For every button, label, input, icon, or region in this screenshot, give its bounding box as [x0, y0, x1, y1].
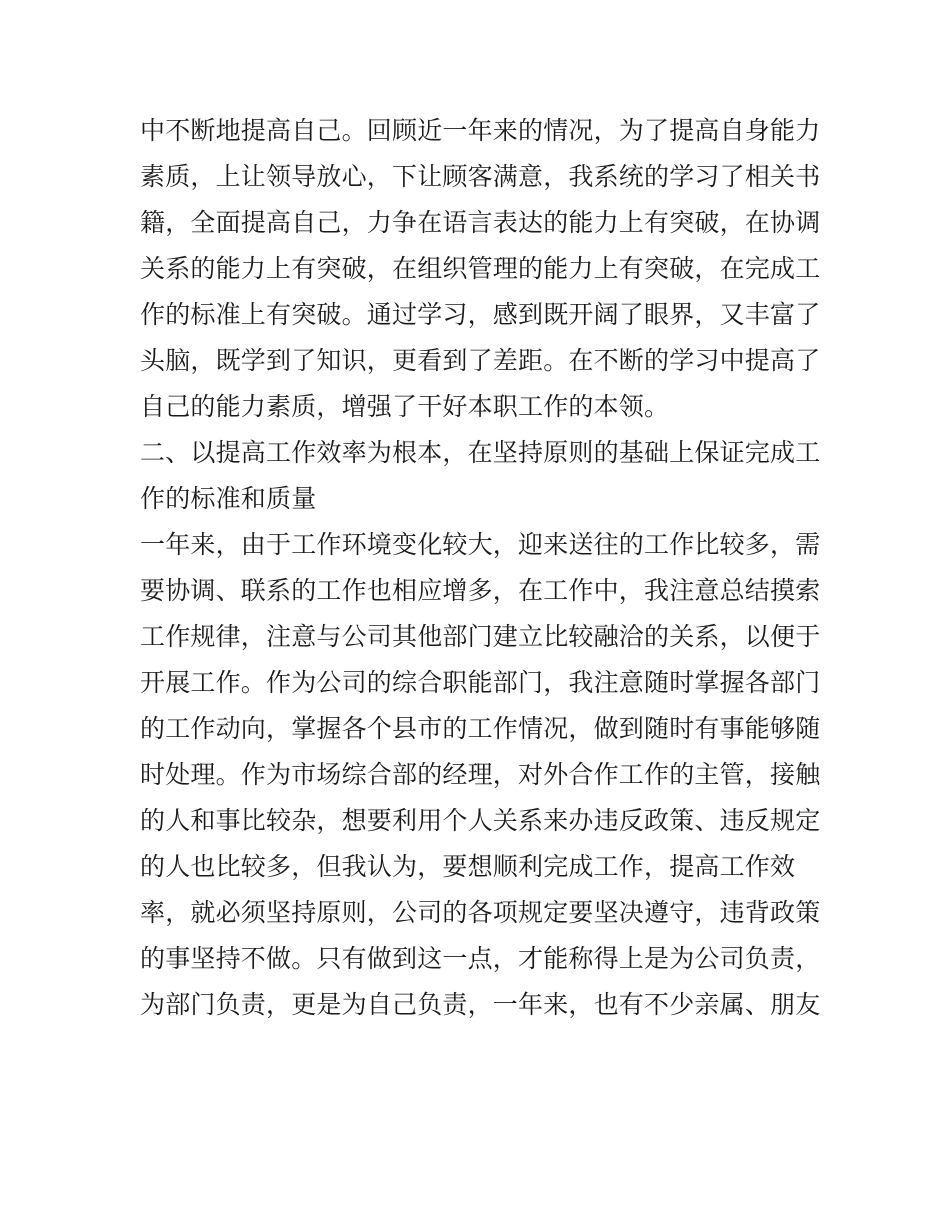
paragraph-line: 一年来，由于工作环境变化较大，迎来送往的工作比较多，需 [140, 530, 821, 559]
paragraph-line: 关系的能力上有突破，在组织管理的能力上有突破，在完成工 [140, 254, 821, 283]
paragraph-line: 时处理。作为市场综合部的经理，对外合作工作的主管，接触 [140, 760, 821, 789]
section-heading-line: 作的标准和质量 [140, 484, 317, 513]
paragraph-line: 率，就必须坚持原则，公司的各项规定要坚决遵守，违背政策 [140, 898, 821, 927]
paragraph-line: 头脑，既学到了知识，更看到了差距。在不断的学习中提高了 [140, 346, 821, 375]
paragraph-line: 开展工作。作为公司的综合职能部门，我注意随时掌握各部门 [140, 668, 821, 697]
section-heading-line: 二、以提高工作效率为根本，在坚持原则的基础上保证完成工 [140, 438, 821, 467]
paragraph-line: 素质，上让领导放心，下让顾客满意，我系统的学习了相关书 [140, 162, 821, 191]
paragraph-line: 作的标准上有突破。通过学习，感到既开阔了眼界，又丰富了 [140, 300, 821, 329]
paragraph-line: 中不断地提高自己。回顾近一年来的情况，为了提高自身能力 [140, 116, 821, 145]
paragraph-line: 的人也比较多，但我认为，要想顺利完成工作，提高工作效 [140, 852, 796, 881]
paragraph-line: 自己的能力素质，增强了干好本职工作的本领。 [140, 392, 670, 421]
paragraph-line: 工作规律，注意与公司其他部门建立比较融洽的关系，以便于 [140, 622, 821, 651]
paragraph-line: 籍，全面提高自己，力争在语言表达的能力上有突破，在协调 [140, 208, 821, 237]
paragraph-line: 为部门负责，更是为自己负责，一年来，也有不少亲属、朋友 [140, 990, 821, 1019]
paragraph-line: 的人和事比较杂，想要利用个人关系来办违反政策、违反规定 [140, 806, 821, 835]
paragraph-line: 的事坚持不做。只有做到这一点，才能称得上是为公司负责， [140, 944, 821, 973]
paragraph-line: 要协调、联系的工作也相应增多，在工作中，我注意总结摸索 [140, 576, 821, 605]
document-body [140, 108, 820, 1028]
paragraph-line: 的工作动向，掌握各个县市的工作情况，做到随时有事能够随 [140, 714, 821, 743]
